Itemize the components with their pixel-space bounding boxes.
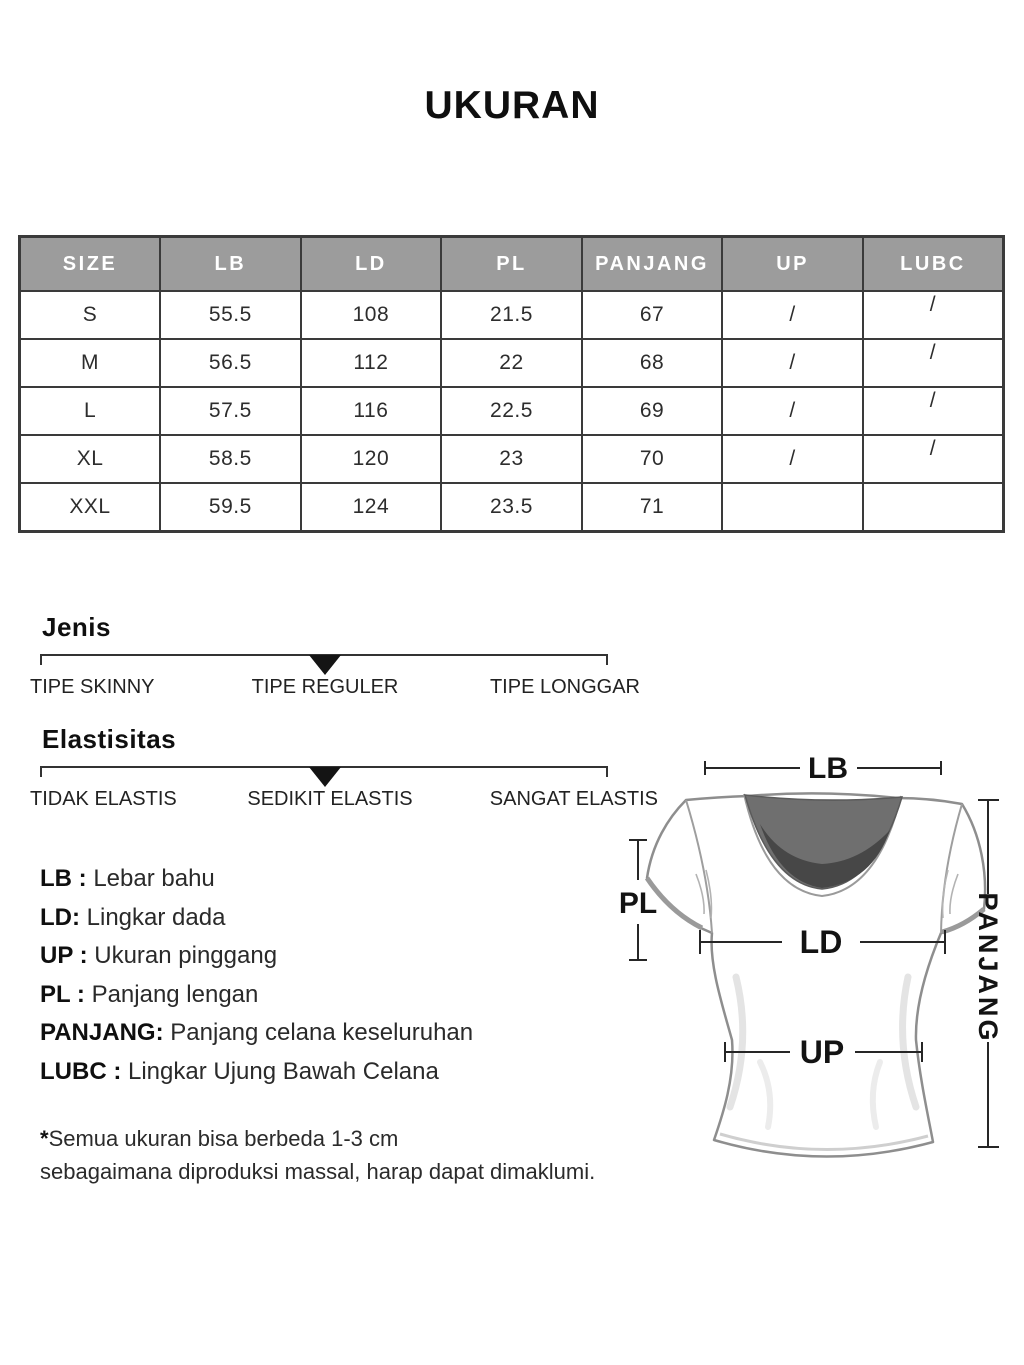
col-header-lb: LB	[160, 237, 301, 292]
col-header-ld: LD	[301, 237, 442, 292]
elastisitas-scale-line	[40, 766, 608, 777]
jenis-label-reguler: TIPE REGULER	[251, 676, 399, 698]
cell-up: /	[722, 339, 863, 387]
abbreviation-legend	[40, 860, 473, 1092]
legend-desc: Panjang lengan	[91, 980, 259, 1008]
page-title: UKURAN	[424, 84, 600, 127]
cell-lubc: /	[863, 339, 1004, 387]
legend-abbr: LB :	[40, 865, 94, 892]
tshirt-illustration	[647, 793, 985, 1156]
table-row-s	[20, 291, 1004, 339]
table-row-l	[20, 387, 1004, 435]
legend-abbr: PANJANG:	[40, 1019, 171, 1047]
table-row-xxl	[20, 483, 1004, 532]
cell-panjang: 70	[582, 435, 723, 483]
legend-abbr: PL :	[40, 980, 92, 1008]
legend-desc: Panjang celana keseluruhan	[170, 1019, 474, 1047]
legend-desc: Lingkar Ujung Bawah Celana	[127, 1057, 439, 1085]
cell-panjang: 69	[582, 387, 723, 435]
ld-dimension-label: LD	[799, 924, 843, 960]
cell-ld: 120	[301, 435, 442, 483]
cell-lb: 58.5	[160, 435, 301, 483]
header-row	[20, 237, 1004, 292]
cell-panjang: 67	[582, 291, 723, 339]
cell-up: /	[722, 435, 863, 483]
elastisitas-label-sedikit: SEDIKIT ELASTIS	[247, 788, 413, 810]
cell-lb: 55.5	[160, 291, 301, 339]
legend-abbr: LUBC :	[40, 1057, 128, 1085]
col-header-size: SIZE	[20, 237, 161, 292]
cell-ld: 116	[301, 387, 442, 435]
legend-desc: Lebar bahu	[93, 865, 215, 892]
cell-up: /	[722, 291, 863, 339]
col-header-up: UP	[722, 237, 863, 292]
cell-size: XL	[20, 435, 161, 483]
pl-dimension-label: PL	[618, 887, 658, 920]
up-dimension-label: UP	[799, 1034, 845, 1070]
legend-item-panjang	[40, 1014, 473, 1053]
note-line2: sebagaimana diproduksi massal, harap dapat dimaklumi.	[40, 1159, 596, 1184]
col-header-lubc: LUBC	[863, 237, 1004, 292]
cell-size: M	[20, 339, 161, 387]
cell-ld: 108	[301, 291, 442, 339]
legend-item-ld	[40, 899, 473, 938]
size-table-body	[20, 291, 1004, 532]
table-row-xl	[20, 435, 1004, 483]
note-asterisk: *	[40, 1126, 49, 1151]
cell-lubc: /	[863, 387, 1004, 435]
jenis-heading: Jenis	[42, 612, 111, 642]
elastisitas-marker-icon	[309, 767, 341, 787]
legend-item-lubc	[40, 1053, 473, 1092]
cell-panjang: 71	[582, 483, 723, 532]
cell-ld: 124	[301, 483, 442, 532]
col-header-pl: PL	[441, 237, 582, 292]
elastisitas-label-sangat: SANGAT ELASTIS	[489, 788, 658, 810]
cell-pl: 23	[441, 435, 582, 483]
elastisitas-label-tidak: TIDAK ELASTIS	[30, 788, 177, 810]
disclaimer-note	[40, 1122, 595, 1188]
cell-lubc	[863, 483, 1004, 532]
cell-size: S	[20, 291, 161, 339]
jenis-marker-icon	[309, 655, 341, 675]
cell-pl: 23.5	[441, 483, 582, 532]
cell-lb: 59.5	[160, 483, 301, 532]
legend-abbr: LD:	[40, 903, 87, 931]
cell-pl: 21.5	[441, 291, 582, 339]
legend-item-pl	[40, 976, 473, 1015]
cell-ld: 112	[301, 339, 442, 387]
cell-lubc: /	[863, 291, 1004, 339]
table-row-m	[20, 339, 1004, 387]
lb-dimension-label: LB	[808, 752, 848, 785]
cell-lb: 57.5	[160, 387, 301, 435]
cell-pl: 22.5	[441, 387, 582, 435]
cell-lb: 56.5	[160, 339, 301, 387]
legend-abbr: UP :	[40, 942, 95, 970]
cell-size: XXL	[20, 483, 161, 532]
tshirt-measurement-diagram	[610, 742, 1020, 1174]
panjang-dimension-label: PANJANG	[973, 892, 1003, 1044]
elastisitas-heading: Elastisitas	[42, 724, 177, 754]
cell-size: L	[20, 387, 161, 435]
cell-lubc: /	[863, 435, 1004, 483]
size-table	[18, 235, 1005, 533]
note-line1: Semua ukuran bisa berbeda 1-3 cm	[48, 1126, 399, 1151]
legend-desc: Lingkar dada	[86, 903, 226, 931]
jenis-label-longgar: TIPE LONGGAR	[489, 676, 640, 698]
cell-up: /	[722, 387, 863, 435]
cell-panjang: 68	[582, 339, 723, 387]
jenis-label-skinny: TIPE SKINNY	[30, 676, 155, 698]
legend-desc: Ukuran pinggang	[94, 942, 278, 970]
size-table-header	[20, 237, 1004, 292]
legend-item-up	[40, 937, 473, 976]
cell-pl: 22	[441, 339, 582, 387]
col-header-panjang: PANJANG	[582, 237, 723, 292]
legend-item-lb	[40, 860, 473, 899]
jenis-scale-line	[40, 654, 608, 665]
cell-up	[722, 483, 863, 532]
